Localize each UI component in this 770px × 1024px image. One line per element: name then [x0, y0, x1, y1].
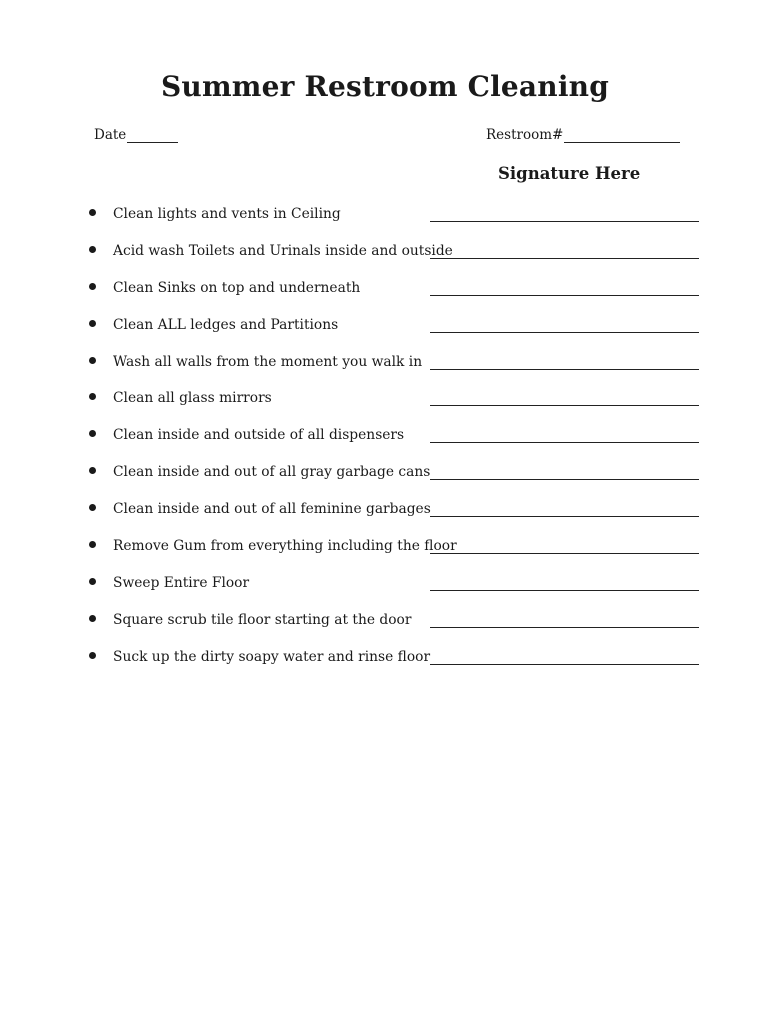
task-label: Square scrub tile floor starting at the door: [113, 611, 412, 628]
bullet-icon: [89, 393, 96, 400]
signature-line[interactable]: [430, 258, 699, 259]
bullet-icon: [89, 209, 96, 216]
restroom-number-field[interactable]: [486, 127, 680, 143]
date-blank-line[interactable]: [127, 128, 178, 143]
bullet-icon: [89, 430, 96, 437]
task-label: Clean inside and out of all feminine garbages: [113, 501, 431, 518]
task-label: Clean all glass mirrors: [113, 390, 272, 407]
bullet-icon: [89, 504, 96, 511]
task-row: [0, 424, 770, 461]
task-label: Acid wash Toilets and Urinals inside and outside: [113, 242, 453, 259]
bullet-icon: [89, 357, 96, 364]
task-row: [0, 351, 770, 388]
task-row: [0, 646, 770, 683]
signature-line[interactable]: [430, 405, 699, 406]
task-row: [0, 461, 770, 498]
task-row: [0, 498, 770, 535]
signature-line[interactable]: [430, 369, 699, 370]
restroom-blank-line[interactable]: [564, 128, 680, 143]
task-label: Clean lights and vents in Ceiling: [113, 206, 341, 222]
restroom-label: Restroom#: [486, 127, 564, 143]
bullet-icon: [89, 283, 96, 290]
signature-line[interactable]: [430, 516, 699, 517]
task-label: Clean inside and out of all gray garbage cans: [113, 464, 431, 481]
bullet-icon: [89, 467, 96, 474]
signature-line[interactable]: [430, 332, 699, 333]
bullet-icon: [89, 615, 96, 622]
task-row: [0, 277, 770, 314]
page-title: Summer Restroom Cleaning: [160, 70, 609, 103]
signature-line[interactable]: [430, 479, 699, 480]
task-label: Remove Gum from everything including the floor: [113, 538, 457, 555]
signature-column-header: Signature Here: [498, 164, 641, 183]
task-checklist: [0, 203, 770, 683]
signature-line[interactable]: [430, 553, 699, 554]
signature-line[interactable]: [430, 442, 699, 443]
date-label: Date: [94, 127, 127, 143]
signature-line[interactable]: [430, 627, 699, 628]
task-row: [0, 203, 770, 240]
bullet-icon: [89, 541, 96, 548]
task-label: Clean inside and outside of all dispensers: [113, 427, 405, 444]
bullet-icon: [89, 320, 96, 327]
task-row: [0, 572, 770, 609]
signature-line[interactable]: [430, 295, 699, 296]
signature-line[interactable]: [430, 221, 699, 222]
bullet-icon: [89, 246, 96, 253]
bullet-icon: [89, 578, 96, 585]
bullet-icon: [89, 652, 96, 659]
date-field[interactable]: [94, 127, 178, 143]
task-row: [0, 609, 770, 646]
signature-line[interactable]: [430, 590, 699, 591]
task-label: Clean Sinks on top and underneath: [113, 279, 361, 296]
task-label: Wash all walls from the moment you walk in: [113, 353, 423, 370]
task-row: [0, 387, 770, 424]
task-row: [0, 535, 770, 572]
task-row: [0, 314, 770, 351]
task-label: Clean ALL ledges and Partitions: [113, 316, 339, 333]
task-row: [0, 240, 770, 277]
task-label: Suck up the dirty soapy water and rinse floor: [113, 648, 431, 665]
task-label: Sweep Entire Floor: [113, 574, 250, 591]
signature-line[interactable]: [430, 664, 699, 665]
